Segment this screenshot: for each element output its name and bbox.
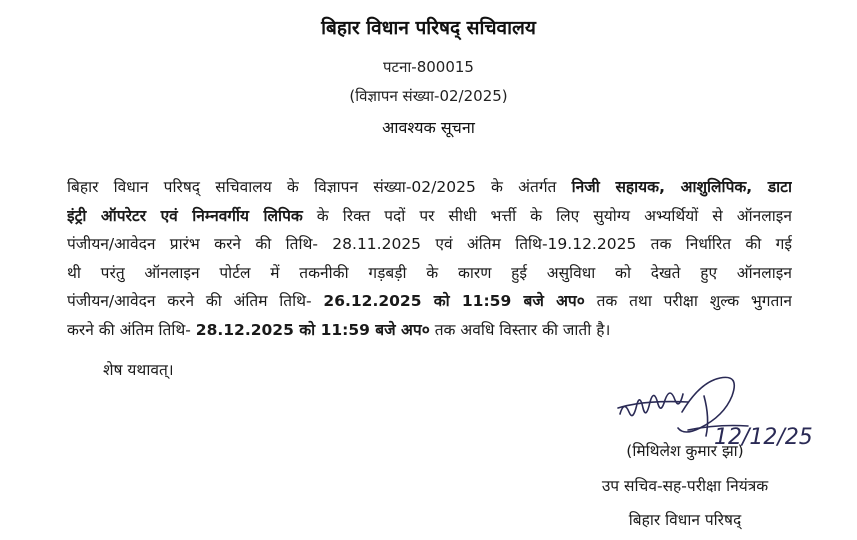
body-text: करने की अंतिम तिथि- [67,320,196,339]
signatory-office: बिहार विधान परिषद् [628,511,742,529]
notice-body [67,173,792,345]
notice-subject: आवश्यक सूचना [382,118,475,137]
post-names: निजी सहायक, आशुलिपिक, डाटा [571,178,792,196]
signatory-name: (मिथिलेश कुमार झा) [626,442,744,460]
body-line-2 [67,202,792,231]
office-place: पटना-800015 [383,58,474,76]
body-line-5 [67,287,792,316]
body-text: तक अवधि विस्तार की जाती है। [429,320,611,339]
office-title: बिहार विधान परिषद् सचिवालय [321,17,536,39]
body-line-4: थी परंतु ऑनलाइन पोर्टल में तकनीकी गड़बड़ी के कारण हुई असुविधा को देखते हुए ऑनलाइन [67,263,792,282]
body-text: पंजीयन/आवेदन करने की अंतिम तिथि- [67,292,324,311]
advertisement-ref: (विज्ञापन संख्या-02/2025) [349,87,508,105]
body-text: के रिक्त पदों पर सीधी भर्त्ती के लिए सुयोग्य अभ्यर्थियों से ऑनलाइन [302,206,792,225]
application-deadline: 26.12.2025 को 11:59 बजे अप० [323,292,585,311]
body-line-1 [67,173,792,202]
signatory-designation: उप सचिव-सह-परीक्षा नियंत्रक [601,477,769,495]
closing-remark: शेष यथावत्। [103,361,174,379]
body-text: बिहार विधान परिषद् सचिवालय के विज्ञापन संख्या-02/2025 के अंतर्गत [67,178,572,196]
body-line-3: पंजीयन/आवेदन प्रारंभ करने की तिथि- 28.11.2025 एवं अंतिम तिथि-19.12.2025 तक निर्धारित की गई [67,235,792,254]
body-line-6 [67,316,792,345]
fee-deadline: 28.12.2025 को 11:59 बजे अप० [195,320,430,339]
post-names: इंट्री ऑपरेटर एवं निम्नवर्गीय लिपिक [67,206,303,225]
signature-date: 12/12/25 [714,425,813,450]
body-text: तक तथा परीक्षा शुल्क भुगतान [584,292,792,311]
